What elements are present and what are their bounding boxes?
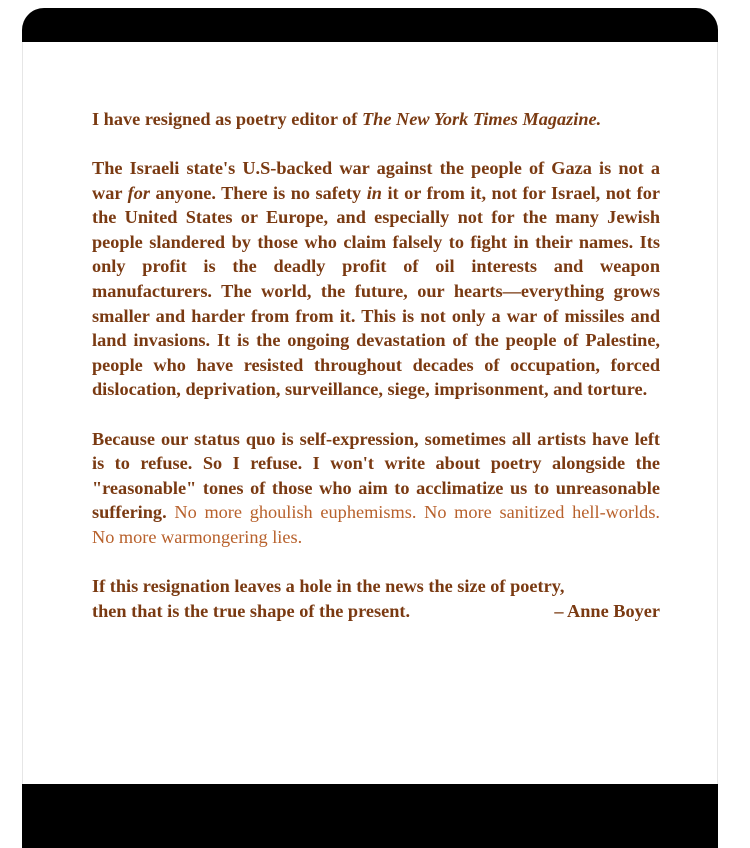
emphasis-for: for <box>127 182 150 203</box>
resignation-letter <box>92 107 660 648</box>
top-bar <box>22 8 718 42</box>
paragraph-2-text-a: The Israeli state's U.S-backed war against the people of Gaza is not a war <box>92 158 660 203</box>
letter-paragraph-2 <box>92 156 660 402</box>
paragraph-1-text: I have resigned as poetry editor of <box>92 109 362 129</box>
closing-line-1: If this resignation leaves a hole in the news the size of poetry, <box>92 576 565 596</box>
bottom-bar <box>22 784 718 848</box>
publication-name: The New York Times Magazine. <box>361 109 602 129</box>
highlighted-statement: No more ghoulish euphemisms. No more sanitized hell-worlds. No more warmongering lies. <box>92 502 660 547</box>
emphasis-in: in <box>366 182 382 203</box>
letter-paragraph-4 <box>92 574 660 623</box>
paragraph-3-text: Because our status quo is self-expression, sometimes all artists have left is to refuse. So I refuse. I won't write about poetry alongside the "reasonable" tones of those who aim to acclimatize us to unreasonable suffering. <box>92 428 660 523</box>
letter-paragraph-1 <box>92 107 660 132</box>
closing-line-2: then that is the true shape of the present. <box>92 600 411 621</box>
paragraph-2-text-c: it or from it, not for Israel, not for the United States or Europe, and especially not for the many Jewish people slandered by those who claim falsely to fight in their names. Its only profit is the deadly profit of oil interests and weapon manufacturers. The world, the future, our hearts—everything grows smaller and harder from from it. This is not only a war of missiles and land invasions. It is the ongoing devastation of the people of Palestine, people who have resisted throughout decades of occupation, forced dislocation, deprivation, surveillance, siege, imprisonment, and torture. <box>92 182 660 400</box>
closing-signature-row <box>92 599 660 624</box>
letter-paragraph-3 <box>92 427 660 550</box>
paragraph-2-text-b: anyone. There is no safety <box>149 182 367 203</box>
signature: – Anne Boyer <box>554 600 660 621</box>
